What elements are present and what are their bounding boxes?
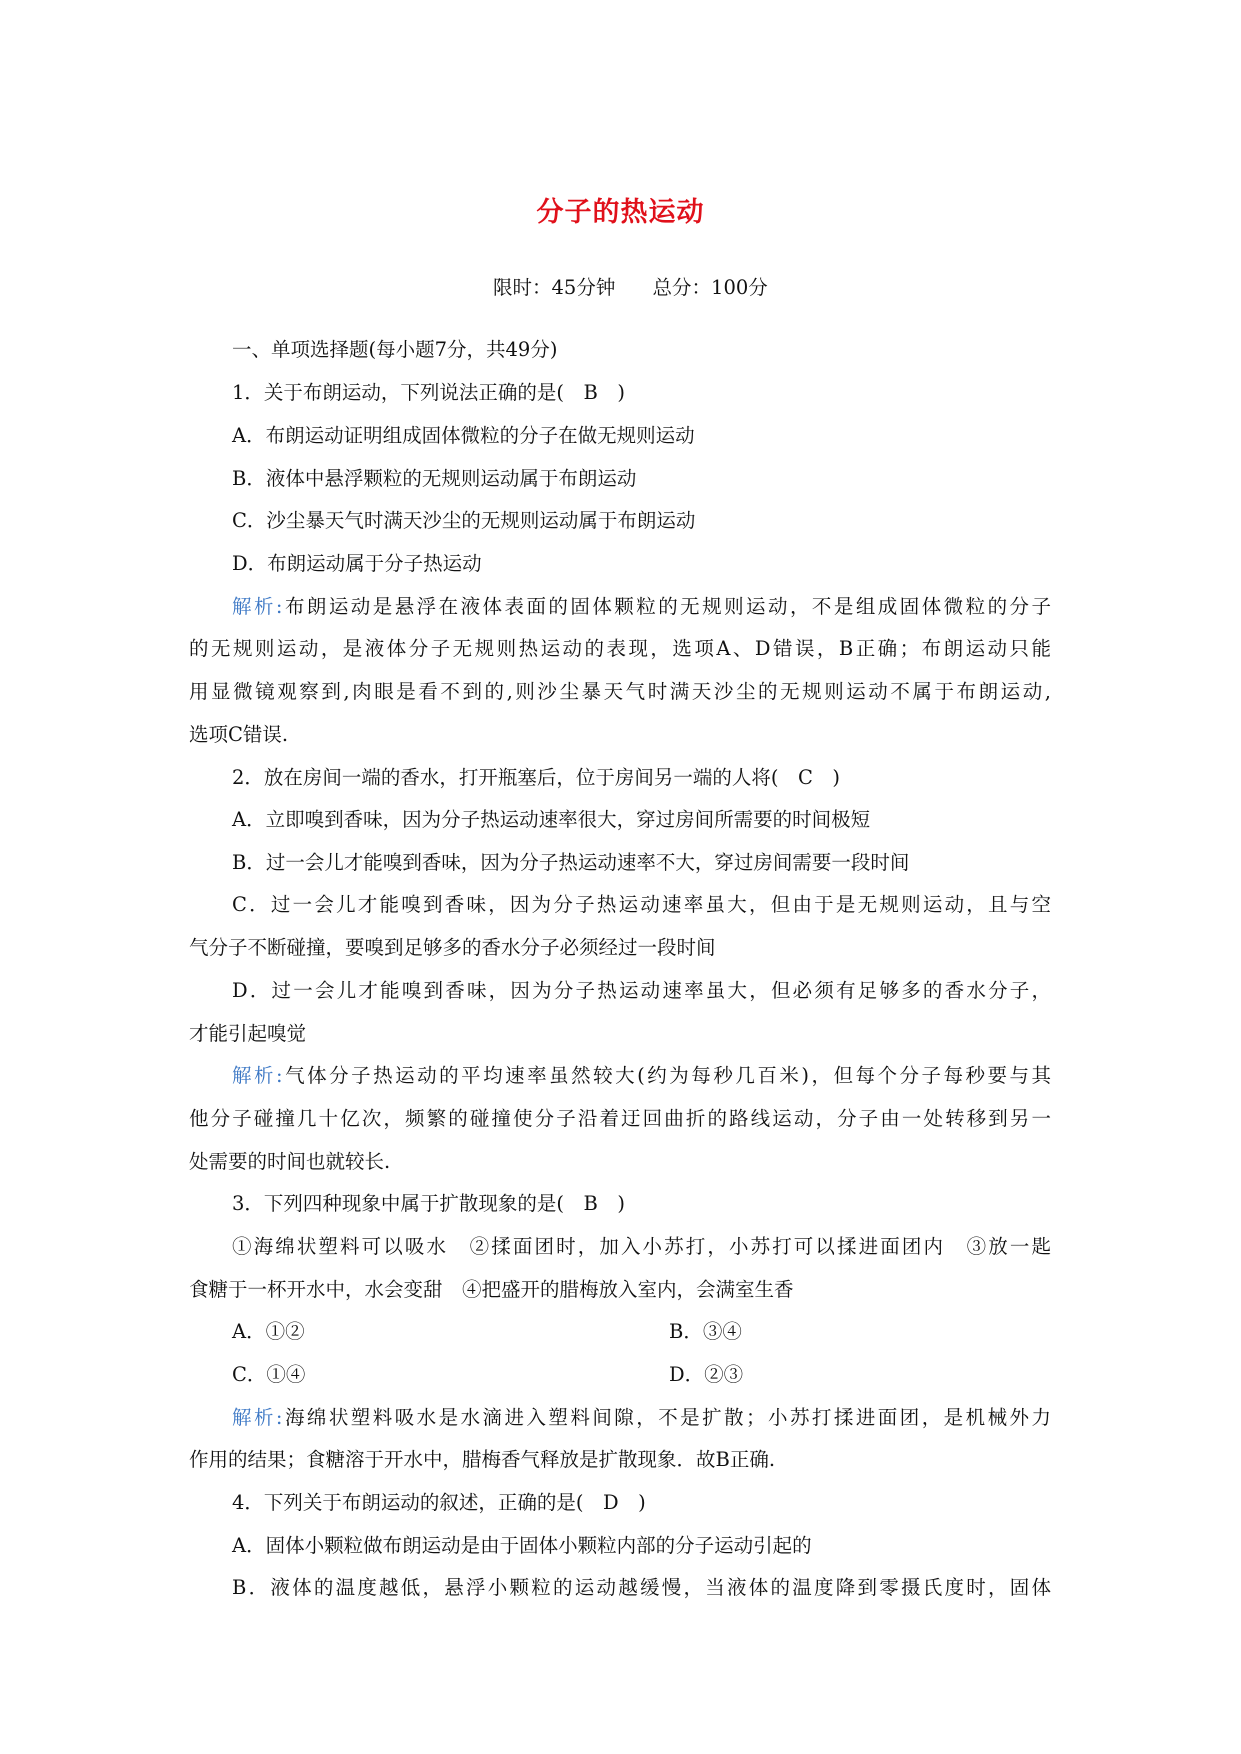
analysis-label: 解析: <box>232 1406 283 1429</box>
question-3-analysis-line-1: 解析:海绵状塑料吸水是水滴进入塑料间隙，不是扩散；小苏打揉进面团，是机械外力 <box>232 1406 1051 1429</box>
question-1-option-a: A．布朗运动证明组成固体微粒的分子在做无规则运动 <box>232 424 695 447</box>
question-2-analysis-line-1: 解析:气体分子热运动的平均速率虽然较大(约为每秒几百米)，但每个分子每秒要与其 <box>232 1064 1052 1087</box>
question-3-option-d: D．②③ <box>669 1363 744 1386</box>
question-4-option-b: B．液体的温度越低，悬浮小颗粒的运动越缓慢，当液体的温度降到零摄氏度时，固体 <box>232 1576 1051 1599</box>
question-1-option-c: C．沙尘暴天气时满天沙尘的无规则运动属于布朗运动 <box>232 509 696 532</box>
page-title: 分子的热运动 <box>536 197 705 228</box>
question-2-option-c-cont: 气分子不断碰撞，要嗅到足够多的香水分子必须经过一段时间 <box>189 936 716 959</box>
question-2-option-b: B．过一会儿才能嗅到香味，因为分子热运动速率不大，穿过房间需要一段时间 <box>232 851 910 874</box>
question-1-analysis-line-3: 用显微镜观察到,肉眼是看不到的,则沙尘暴天气时满天沙尘的无规则运动不属于布朗运动, <box>189 680 1051 703</box>
question-2-option-c: C．过一会儿才能嗅到香味，因为分子热运动速率虽大，但由于是无规则运动，且与空 <box>232 893 1051 916</box>
section-heading: 一、单项选择题(每小题7分，共49分) <box>232 338 558 361</box>
question-1-analysis-line-1: 解析:布朗运动是悬浮在液体表面的固体颗粒的无规则运动，不是组成固体微粒的分子 <box>232 595 1051 618</box>
question-3-phenomena-line-1: ①海绵状塑料可以吸水 ②揉面团时，加入小苏打，小苏打可以揉进面团内 ③放一匙 <box>232 1235 1051 1258</box>
question-4-stem: 4．下列关于布朗运动的叙述，正确的是( D ) <box>232 1491 646 1514</box>
analysis-label: 解析: <box>232 595 283 618</box>
question-2-option-a: A．立即嗅到香味，因为分子热运动速率很大，穿过房间所需要的时间极短 <box>232 808 871 831</box>
question-1-analysis-line-2: 的无规则运动，是液体分子无规则热运动的表现，选项A、D错误，B正确；布朗运动只能 <box>189 637 1051 660</box>
question-2-analysis-line-3: 处需要的时间也就较长. <box>189 1150 391 1173</box>
question-2-stem: 2．放在房间一端的香水，打开瓶塞后，位于房间另一端的人将( C ) <box>232 766 841 789</box>
question-3-option-c: C．①④ <box>232 1363 306 1386</box>
question-1-option-d: D．布朗运动属于分子热运动 <box>232 552 482 575</box>
time-limit: 限时：45分钟 <box>493 276 616 299</box>
question-3-option-a: A．①② <box>232 1320 305 1343</box>
question-2-option-d: D．过一会儿才能嗅到香味，因为分子热运动速率虽大，但必须有足够多的香水分子， <box>232 979 1051 1002</box>
question-2-option-d-cont: 才能引起嗅觉 <box>189 1022 307 1045</box>
exam-info <box>493 272 768 300</box>
question-3-stem: 3．下列四种现象中属于扩散现象的是( B ) <box>232 1192 625 1215</box>
question-3-option-b: B．③④ <box>669 1320 742 1343</box>
question-3-phenomena-line-2: 食糖于一杯开水中，水会变甜 ④把盛开的腊梅放入室内，会满室生香 <box>189 1278 794 1301</box>
question-1-analysis-line-4: 选项C错误. <box>189 723 289 746</box>
question-1-option-b: B．液体中悬浮颗粒的无规则运动属于布朗运动 <box>232 467 637 490</box>
analysis-label: 解析: <box>232 1064 283 1087</box>
question-3-analysis-line-2: 作用的结果；食糖溶于开水中，腊梅香气释放是扩散现象．故B正确. <box>189 1448 776 1471</box>
question-4-option-a: A．固体小颗粒做布朗运动是由于固体小颗粒内部的分子运动引起的 <box>232 1534 812 1557</box>
total-score: 总分：100分 <box>652 276 768 299</box>
question-2-analysis-line-2: 他分子碰撞几十亿次，频繁的碰撞使分子沿着迂回曲折的路线运动，分子由一处转移到另一 <box>189 1107 1051 1130</box>
question-1-stem: 1．关于布朗运动，下列说法正确的是( B ) <box>232 381 625 404</box>
